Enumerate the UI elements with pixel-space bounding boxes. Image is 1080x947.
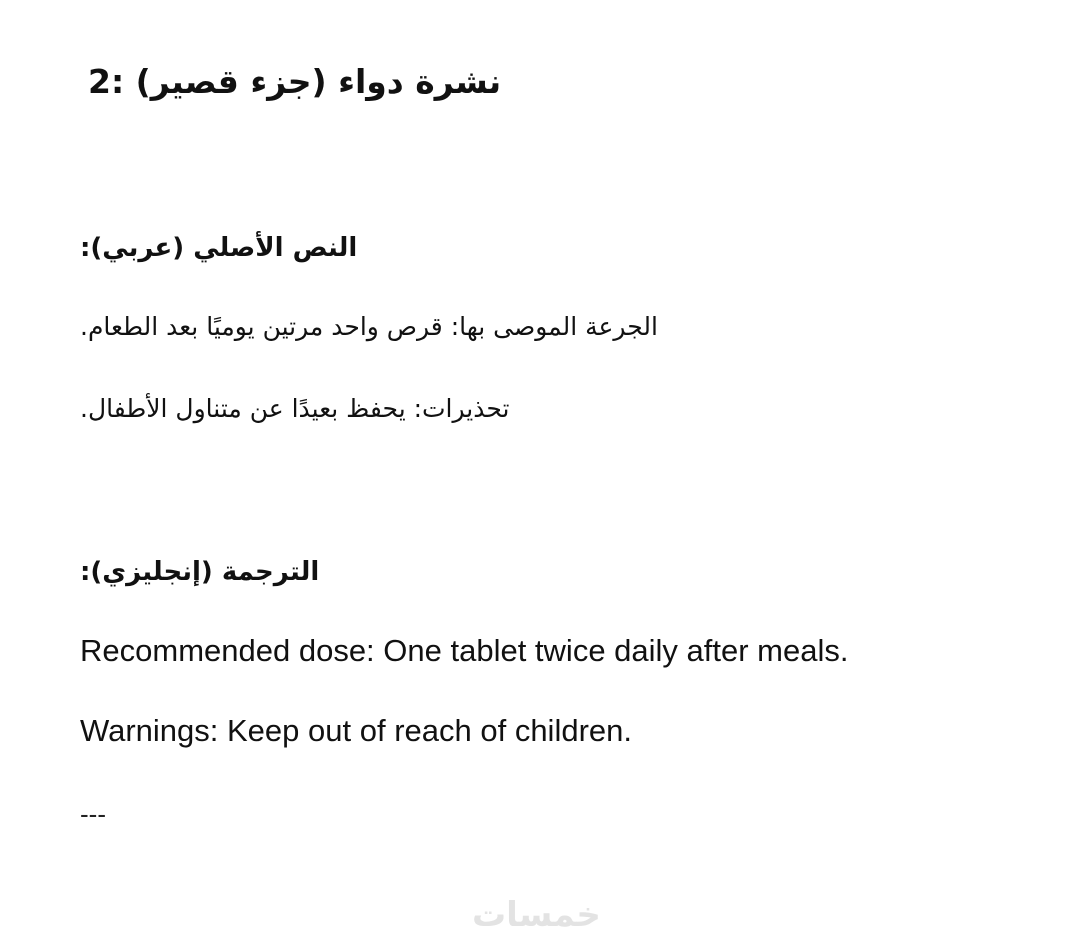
translation-dose-line: Recommended dose: One tablet twice daily after meals. [80, 633, 849, 668]
translation-warning-line: Warnings: Keep out of reach of children. [80, 713, 632, 748]
original-warning-line: تحذيرات: يحفظ بعيدًا عن متناول الأطفال. [80, 394, 510, 423]
original-section-heading: النص الأصلي (عربي): [80, 233, 358, 263]
watermark-logo: خمسات [472, 895, 601, 935]
section-separator: --- [80, 799, 106, 829]
original-dose-line: الجرعة الموصى بها: قرص واحد مرتين يوميًا بعد الطعام. [80, 312, 658, 341]
document-title: نشرة دواء (جزء قصير) :2 [88, 62, 502, 101]
translation-section-heading: الترجمة (إنجليزي): [80, 557, 320, 587]
